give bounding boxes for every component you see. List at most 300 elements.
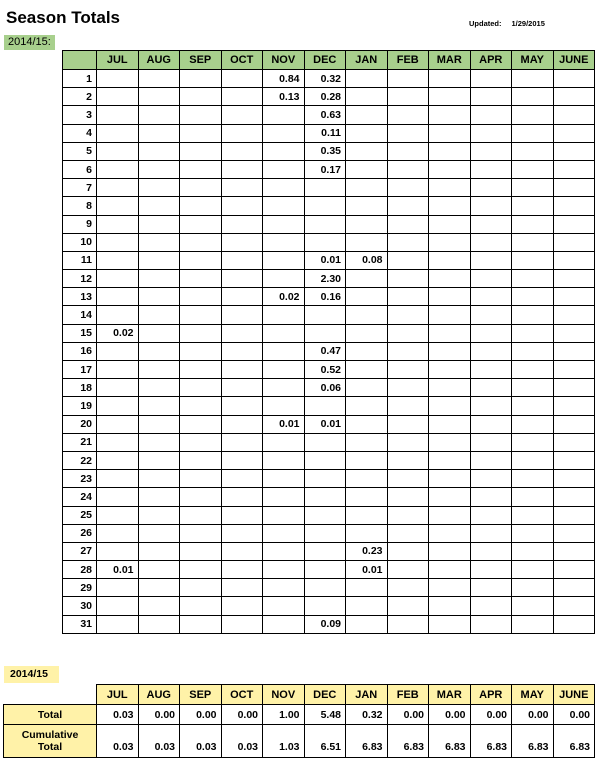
rainfall-cell <box>470 197 512 215</box>
rainfall-cell <box>138 506 180 524</box>
rainfall-cell <box>512 179 554 197</box>
cumulative-value: 0.03 <box>221 725 263 758</box>
rainfall-cell <box>138 251 180 269</box>
rainfall-cell <box>429 542 471 560</box>
rainfall-cell <box>304 215 346 233</box>
rainfall-cell <box>263 361 305 379</box>
rainfall-cell: 0.09 <box>304 615 346 633</box>
rainfall-cell <box>180 106 222 124</box>
rainfall-cell <box>387 70 429 88</box>
rainfall-cell <box>387 415 429 433</box>
rainfall-cell <box>138 470 180 488</box>
rainfall-cell <box>387 306 429 324</box>
rainfall-cell <box>470 470 512 488</box>
rainfall-cell <box>263 160 305 178</box>
rainfall-cell <box>553 142 595 160</box>
totals-header-blank <box>4 685 97 705</box>
rainfall-cell: 0.63 <box>304 106 346 124</box>
totals-month-header: JUL <box>97 685 139 705</box>
rainfall-cell <box>512 197 554 215</box>
rainfall-cell <box>346 342 388 360</box>
day-number: 20 <box>63 415 97 433</box>
table-row <box>63 142 595 160</box>
rainfall-cell <box>553 88 595 106</box>
rainfall-cell <box>387 179 429 197</box>
table-row <box>63 506 595 524</box>
month-header: APR <box>470 51 512 70</box>
rainfall-cell <box>304 597 346 615</box>
rainfall-cell <box>304 233 346 251</box>
rainfall-cell <box>263 233 305 251</box>
rainfall-cell <box>138 379 180 397</box>
rainfall-cell <box>221 561 263 579</box>
rainfall-cell <box>470 306 512 324</box>
rainfall-cell <box>263 561 305 579</box>
rainfall-cell <box>387 379 429 397</box>
rainfall-cell <box>263 379 305 397</box>
rainfall-cell <box>512 251 554 269</box>
table-row <box>63 342 595 360</box>
header-corner <box>63 51 97 70</box>
day-number: 3 <box>63 106 97 124</box>
rainfall-cell <box>97 251 139 269</box>
rainfall-cell <box>97 270 139 288</box>
rainfall-cell <box>512 288 554 306</box>
rainfall-cell <box>263 524 305 542</box>
rainfall-cell <box>429 160 471 178</box>
month-header: SEP <box>180 51 222 70</box>
table-row <box>63 488 595 506</box>
page-title: Season Totals <box>6 8 120 27</box>
day-number: 23 <box>63 470 97 488</box>
rainfall-cell: 0.02 <box>263 288 305 306</box>
rainfall-cell <box>429 597 471 615</box>
month-header: NOV <box>263 51 305 70</box>
total-value: 0.00 <box>512 705 554 725</box>
rainfall-cell <box>429 415 471 433</box>
rainfall-cell <box>346 324 388 342</box>
rainfall-cell <box>346 106 388 124</box>
rainfall-cell <box>138 306 180 324</box>
rainfall-cell <box>221 324 263 342</box>
rainfall-cell <box>553 451 595 469</box>
rainfall-cell: 0.35 <box>304 142 346 160</box>
rainfall-cell <box>553 597 595 615</box>
rainfall-cell <box>221 342 263 360</box>
month-header: MAR <box>429 51 471 70</box>
month-header: JUNE <box>553 51 595 70</box>
totals-month-header: NOV <box>263 685 305 705</box>
rainfall-cell <box>387 88 429 106</box>
rainfall-cell <box>180 197 222 215</box>
rainfall-cell <box>553 433 595 451</box>
table-row <box>63 106 595 124</box>
rainfall-cell <box>387 615 429 633</box>
rainfall-cell <box>470 88 512 106</box>
rainfall-cell <box>553 342 595 360</box>
rainfall-cell <box>304 579 346 597</box>
totals-month-header: MAY <box>512 685 554 705</box>
cumulative-value: 6.83 <box>512 725 554 758</box>
rainfall-cell <box>180 124 222 142</box>
rainfall-cell <box>138 361 180 379</box>
total-row <box>4 705 595 725</box>
rainfall-cell <box>180 288 222 306</box>
day-number: 4 <box>63 124 97 142</box>
rainfall-cell <box>512 451 554 469</box>
rainfall-cell <box>138 433 180 451</box>
day-number: 30 <box>63 597 97 615</box>
rainfall-cell <box>470 597 512 615</box>
day-number: 21 <box>63 433 97 451</box>
rainfall-cell <box>387 124 429 142</box>
rainfall-cell <box>221 470 263 488</box>
rainfall-cell <box>387 233 429 251</box>
month-header: DEC <box>304 51 346 70</box>
rainfall-cell <box>180 342 222 360</box>
rainfall-cell <box>221 160 263 178</box>
rainfall-cell <box>346 270 388 288</box>
summary-season-label: 2014/15 <box>4 666 59 683</box>
rainfall-cell <box>304 397 346 415</box>
rainfall-cell <box>138 524 180 542</box>
rainfall-cell <box>512 88 554 106</box>
day-number: 29 <box>63 579 97 597</box>
rainfall-cell <box>180 233 222 251</box>
table-row <box>63 561 595 579</box>
table-row <box>63 251 595 269</box>
rainfall-cell <box>304 470 346 488</box>
rainfall-cell <box>138 397 180 415</box>
rainfall-cell <box>470 324 512 342</box>
table-row <box>63 451 595 469</box>
rainfall-cell <box>180 306 222 324</box>
cumulative-label <box>4 725 97 758</box>
rainfall-cell <box>429 70 471 88</box>
rainfall-cell: 0.01 <box>304 415 346 433</box>
rainfall-cell <box>97 361 139 379</box>
day-number: 13 <box>63 288 97 306</box>
rainfall-cell <box>387 397 429 415</box>
rainfall-cell <box>138 415 180 433</box>
rainfall-cell <box>470 70 512 88</box>
totals-month-header: APR <box>470 685 512 705</box>
totals-month-header: DEC <box>304 685 346 705</box>
rainfall-cell <box>221 451 263 469</box>
table-row <box>63 233 595 251</box>
rainfall-cell <box>263 124 305 142</box>
table-row <box>63 379 595 397</box>
rainfall-cell: 0.17 <box>304 160 346 178</box>
rainfall-cell <box>429 270 471 288</box>
rainfall-cell <box>221 215 263 233</box>
rainfall-cell <box>221 124 263 142</box>
rainfall-cell <box>429 433 471 451</box>
rainfall-cell <box>553 524 595 542</box>
table-row <box>63 324 595 342</box>
rainfall-cell <box>304 488 346 506</box>
rainfall-cell <box>304 542 346 560</box>
rainfall-cell <box>97 397 139 415</box>
totals-month-header: OCT <box>221 685 263 705</box>
rainfall-cell <box>387 270 429 288</box>
table-row <box>63 470 595 488</box>
totals-month-header: JAN <box>346 685 388 705</box>
rainfall-cell <box>221 433 263 451</box>
rainfall-cell: 0.01 <box>97 561 139 579</box>
rainfall-cell <box>346 361 388 379</box>
rainfall-cell <box>180 597 222 615</box>
rainfall-cell <box>97 524 139 542</box>
rainfall-cell <box>470 251 512 269</box>
rainfall-cell: 0.02 <box>97 324 139 342</box>
rainfall-cell <box>138 451 180 469</box>
rainfall-cell <box>346 615 388 633</box>
rainfall-cell <box>470 379 512 397</box>
rainfall-cell <box>180 142 222 160</box>
totals-month-header: MAR <box>429 685 471 705</box>
total-value: 0.00 <box>180 705 222 725</box>
rainfall-cell <box>97 88 139 106</box>
rainfall-cell <box>429 142 471 160</box>
rainfall-cell <box>97 542 139 560</box>
day-number: 27 <box>63 542 97 560</box>
rainfall-cell: 0.08 <box>346 251 388 269</box>
rainfall-cell <box>429 88 471 106</box>
day-number: 2 <box>63 88 97 106</box>
rainfall-cell <box>387 597 429 615</box>
rainfall-cell <box>97 451 139 469</box>
rainfall-cell <box>512 233 554 251</box>
rainfall-cell <box>221 251 263 269</box>
rainfall-cell <box>221 597 263 615</box>
table-row <box>63 70 595 88</box>
day-number: 10 <box>63 233 97 251</box>
rainfall-cell <box>470 615 512 633</box>
cumulative-value: 6.83 <box>553 725 595 758</box>
rainfall-cell <box>387 106 429 124</box>
rainfall-cell <box>97 597 139 615</box>
rainfall-cell <box>553 579 595 597</box>
rainfall-cell <box>553 70 595 88</box>
rainfall-cell <box>221 288 263 306</box>
table-row <box>63 88 595 106</box>
rainfall-cell <box>429 124 471 142</box>
rainfall-cell <box>221 179 263 197</box>
rainfall-cell <box>263 197 305 215</box>
rainfall-cell <box>221 142 263 160</box>
totals-month-header: JUNE <box>553 685 595 705</box>
cumulative-value: 6.83 <box>387 725 429 758</box>
day-number: 22 <box>63 451 97 469</box>
rainfall-cell <box>429 561 471 579</box>
day-number: 19 <box>63 397 97 415</box>
rainfall-cell <box>553 306 595 324</box>
rainfall-cell <box>263 597 305 615</box>
total-value: 0.00 <box>553 705 595 725</box>
rainfall-cell: 0.01 <box>263 415 305 433</box>
day-number: 26 <box>63 524 97 542</box>
day-number: 12 <box>63 270 97 288</box>
rainfall-cell <box>263 324 305 342</box>
rainfall-cell <box>387 524 429 542</box>
total-value: 0.03 <box>97 705 139 725</box>
rainfall-cell <box>553 251 595 269</box>
rainfall-cell <box>387 506 429 524</box>
rainfall-cell <box>97 506 139 524</box>
table-row <box>63 179 595 197</box>
rainfall-cell <box>180 397 222 415</box>
day-number: 14 <box>63 306 97 324</box>
total-label: Total <box>4 705 97 725</box>
rainfall-cell <box>512 270 554 288</box>
table-row <box>63 361 595 379</box>
updated-label: Updated: <box>469 19 502 28</box>
rainfall-cell <box>97 306 139 324</box>
rainfall-cell <box>304 433 346 451</box>
rainfall-cell <box>180 215 222 233</box>
updated-date: 1/29/2015 <box>511 19 545 28</box>
rainfall-cell <box>221 270 263 288</box>
rainfall-cell <box>180 88 222 106</box>
rainfall-cell <box>429 488 471 506</box>
rainfall-cell <box>512 579 554 597</box>
rainfall-cell <box>221 306 263 324</box>
rainfall-cell <box>221 379 263 397</box>
rainfall-cell <box>180 160 222 178</box>
rainfall-cell <box>470 142 512 160</box>
month-header: AUG <box>138 51 180 70</box>
rainfall-cell <box>180 433 222 451</box>
rainfall-cell <box>138 142 180 160</box>
rainfall-cell <box>221 415 263 433</box>
rainfall-cell <box>346 433 388 451</box>
rainfall-cell <box>180 579 222 597</box>
rainfall-cell <box>512 215 554 233</box>
rainfall-cell <box>97 288 139 306</box>
rainfall-cell <box>470 488 512 506</box>
cumulative-value: 1.03 <box>263 725 305 758</box>
rainfall-cell <box>304 524 346 542</box>
rainfall-cell <box>429 324 471 342</box>
rainfall-cell <box>429 361 471 379</box>
cumulative-value: 6.83 <box>346 725 388 758</box>
rainfall-cell: 0.01 <box>346 561 388 579</box>
rainfall-cell <box>429 197 471 215</box>
rainfall-cell <box>553 215 595 233</box>
rainfall-cell <box>512 615 554 633</box>
rainfall-cell <box>346 142 388 160</box>
rainfall-cell <box>97 197 139 215</box>
rainfall-cell <box>346 215 388 233</box>
rainfall-cell <box>180 361 222 379</box>
rainfall-cell <box>429 470 471 488</box>
rainfall-cell <box>512 506 554 524</box>
month-header: JUL <box>97 51 139 70</box>
day-number: 16 <box>63 342 97 360</box>
rainfall-cell <box>553 542 595 560</box>
cumulative-value: 6.83 <box>470 725 512 758</box>
rainfall-cell <box>429 179 471 197</box>
rainfall-cell <box>387 251 429 269</box>
rainfall-cell <box>553 106 595 124</box>
table-row <box>63 433 595 451</box>
totals-month-header: SEP <box>180 685 222 705</box>
rainfall-cell <box>97 215 139 233</box>
rainfall-cell <box>470 106 512 124</box>
season-totals-table <box>3 684 595 758</box>
rainfall-cell <box>304 197 346 215</box>
rainfall-cell <box>180 251 222 269</box>
rainfall-cell <box>387 433 429 451</box>
rainfall-cell <box>346 579 388 597</box>
rainfall-cell <box>470 542 512 560</box>
rainfall-cell <box>553 179 595 197</box>
rainfall-cell <box>429 288 471 306</box>
rainfall-cell: 0.28 <box>304 88 346 106</box>
table-row <box>63 597 595 615</box>
rainfall-cell <box>180 561 222 579</box>
totals-month-header: FEB <box>387 685 429 705</box>
table-row <box>63 288 595 306</box>
table-row <box>63 415 595 433</box>
rainfall-cell <box>263 342 305 360</box>
rainfall-cell <box>553 361 595 379</box>
rainfall-cell <box>138 197 180 215</box>
cumulative-value: 0.03 <box>180 725 222 758</box>
rainfall-cell <box>138 160 180 178</box>
rainfall-cell <box>221 361 263 379</box>
rainfall-cell <box>263 579 305 597</box>
day-number: 7 <box>63 179 97 197</box>
rainfall-cell <box>470 342 512 360</box>
rainfall-cell <box>263 488 305 506</box>
rainfall-cell <box>387 197 429 215</box>
totals-header-row <box>4 685 595 705</box>
rainfall-cell <box>346 124 388 142</box>
rainfall-cell <box>429 579 471 597</box>
table-row <box>63 124 595 142</box>
season-label: 2014/15: <box>4 35 55 50</box>
rainfall-cell <box>138 615 180 633</box>
total-value: 0.00 <box>470 705 512 725</box>
rainfall-cell <box>97 142 139 160</box>
rainfall-cell <box>553 488 595 506</box>
rainfall-cell <box>553 324 595 342</box>
total-value: 0.00 <box>138 705 180 725</box>
rainfall-cell <box>304 179 346 197</box>
rainfall-cell <box>512 142 554 160</box>
rainfall-cell <box>346 597 388 615</box>
rainfall-cell <box>512 342 554 360</box>
rainfall-cell: 0.13 <box>263 88 305 106</box>
rainfall-cell <box>138 215 180 233</box>
rainfall-cell <box>387 342 429 360</box>
rainfall-cell <box>138 542 180 560</box>
day-number: 11 <box>63 251 97 269</box>
rainfall-cell <box>429 306 471 324</box>
rainfall-cell: 0.84 <box>263 70 305 88</box>
rainfall-cell <box>263 397 305 415</box>
rainfall-cell <box>512 470 554 488</box>
rainfall-cell <box>512 160 554 178</box>
rainfall-cell <box>429 397 471 415</box>
rainfall-cell <box>138 270 180 288</box>
rainfall-cell <box>97 615 139 633</box>
rainfall-cell <box>97 433 139 451</box>
rainfall-cell <box>387 579 429 597</box>
rainfall-cell <box>263 470 305 488</box>
